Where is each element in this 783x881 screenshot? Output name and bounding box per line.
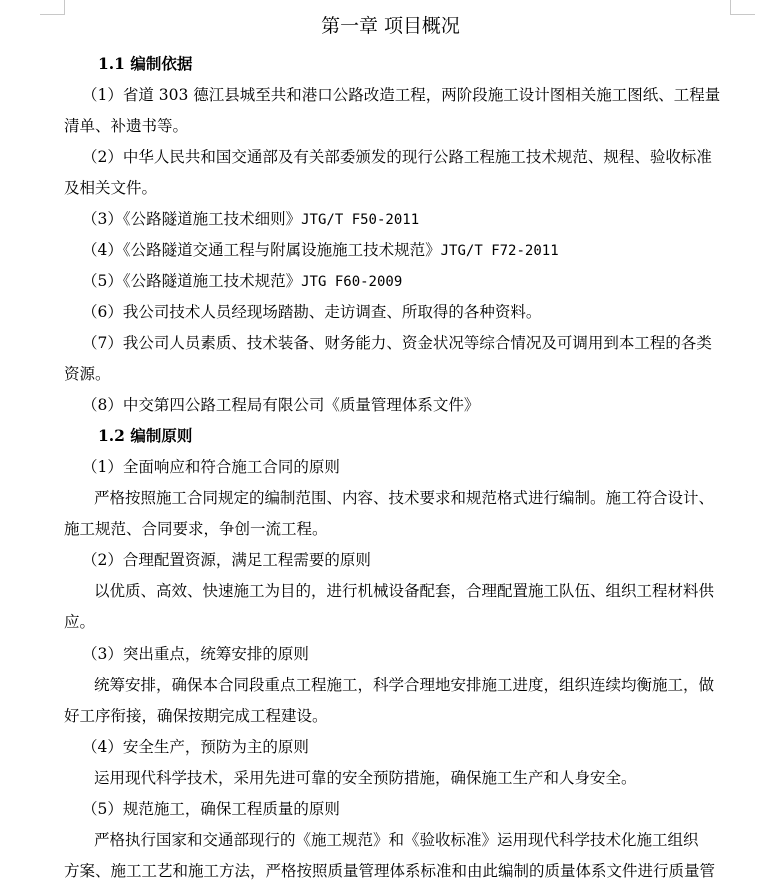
basis-item-8: （8）中交第四公路工程局有限公司《质量管理体系文件》: [82, 396, 480, 414]
basis-item-3: [82, 209, 419, 230]
basis-item-5: [82, 271, 402, 292]
basis-item-2-line-1: （2）中华人民共和国交通部及有关部委颁发的现行公路工程施工技术规范、规程、验收标准: [82, 148, 712, 166]
principle-1-text-line-2: 施工规范、合同要求，争创一流工程。: [64, 520, 328, 538]
principle-5-text-line-2: 方案、施工工艺和施工方法，严格按照质量管理体系标准和由此编制的质量体系文件进行质量管: [64, 862, 716, 880]
principle-3-text-line-2: 好工序衔接，确保按期完成工程建设。: [64, 707, 328, 725]
basis-item-3-text: （3）《公路隧道施工技术细则》: [82, 210, 302, 228]
basis-item-7-line-1: （7）我公司人员素质、技术装备、财务能力、资金状况等综合情况及可调用到本工程的各类: [82, 334, 712, 352]
basis-item-1-line-1: （1）省道 303 德江县城至共和港口公路改造工程，两阶段施工设计图相关施工图纸、工程量: [82, 86, 721, 104]
page-corner-mark-right: [730, 0, 755, 15]
principle-4-title: （4）安全生产，预防为主的原则: [82, 738, 309, 756]
basis-item-1-line-2: 清单、补遗书等。: [64, 117, 189, 135]
principle-4-text-line-1: 运用现代科学技术，采用先进可靠的安全预防措施，确保施工生产和人身安全。: [94, 769, 637, 787]
principle-3-title: （3）突出重点，统筹安排的原则: [82, 645, 309, 663]
section-heading-1-1: 1.1 编制依据: [98, 54, 193, 73]
principle-1-text-line-1: 严格按照施工合同规定的编制范围、内容、技术要求和规范格式进行编制。施工符合设计、: [94, 489, 715, 507]
principle-2-text-line-2: 应。: [64, 613, 96, 631]
principle-5-text-line-1: 严格执行国家和交通部现行的《施工规范》和《验收标准》运用现代科学技术化施工组织: [94, 831, 699, 849]
basis-item-5-text: （5）《公路隧道施工技术规范》: [82, 272, 302, 290]
principle-2-title: （2）合理配置资源，满足工程需要的原则: [82, 551, 371, 569]
basis-item-4-code: JTG/T F72-2011: [440, 243, 559, 259]
basis-item-2-line-2: 及相关文件。: [64, 179, 158, 197]
principle-5-title: （5）规范施工，确保工程质量的原则: [82, 800, 340, 818]
basis-item-7-line-2: 资源。: [64, 365, 111, 383]
basis-item-6: （6）我公司技术人员经现场踏勘、走访调查、所取得的各种资料。: [82, 303, 542, 321]
principle-1-title: （1）全面响应和符合施工合同的原则: [82, 458, 340, 476]
principle-2-text-line-1: 以优质、高效、快速施工为目的，进行机械设备配套，合理配置施工队伍、组织工程材料供: [94, 582, 715, 600]
page-corner-mark-left: [40, 0, 65, 15]
chapter-title: 第一章 项目概况: [321, 15, 460, 37]
basis-item-5-code: JTG F60-2009: [301, 274, 403, 290]
section-heading-1-2: 1.2 编制原则: [98, 426, 193, 445]
basis-item-4: [82, 240, 559, 261]
principle-3-text-line-1: 统筹安排，确保本合同段重点工程施工，科学合理地安排施工进度，组织连续均衡施工，做: [94, 676, 715, 694]
basis-item-4-text: （4）《公路隧道交通工程与附属设施施工技术规范》: [82, 241, 441, 259]
basis-item-3-code: JTG/T F50-2011: [301, 212, 420, 228]
